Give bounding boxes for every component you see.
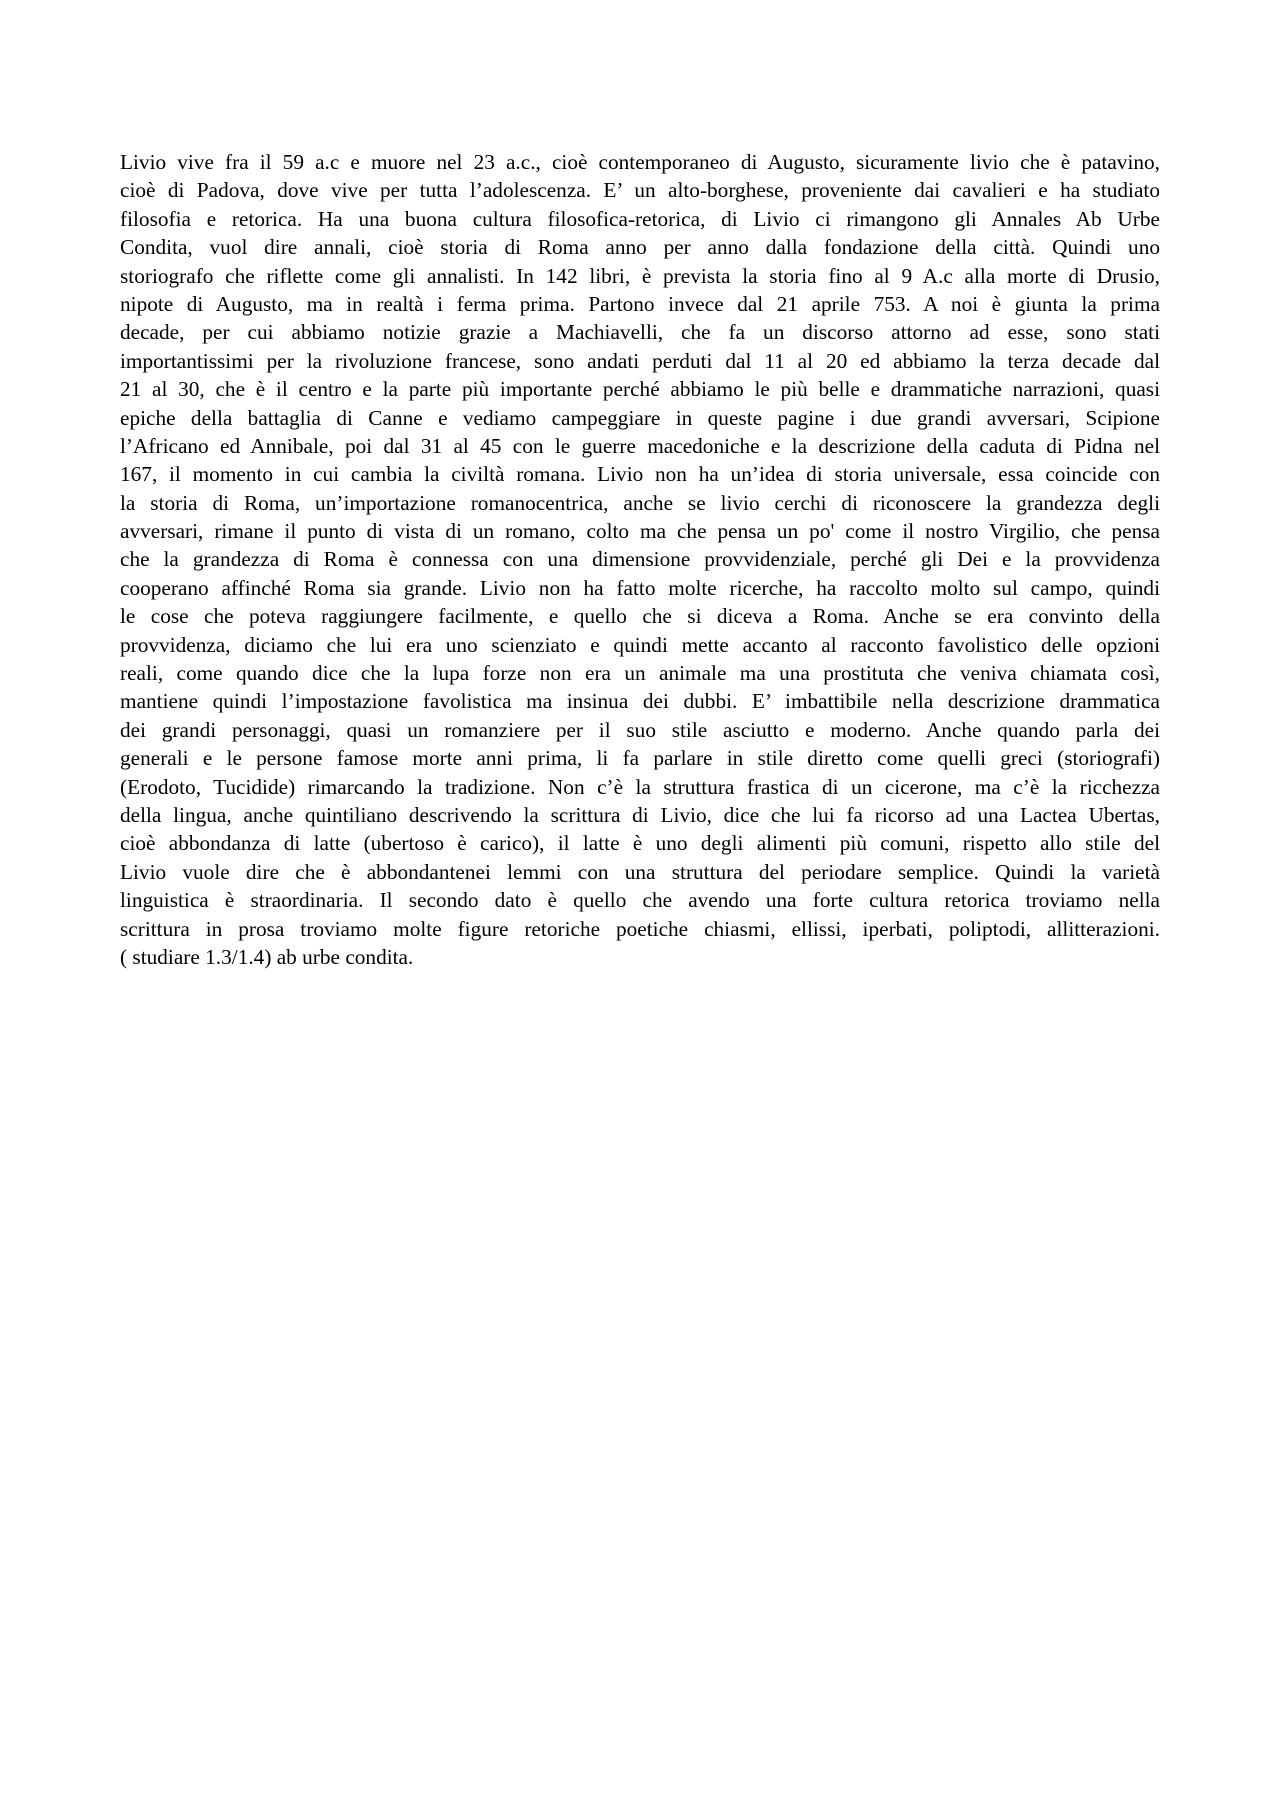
paragraph-line: decade, per cui abbiamo notizie grazie a Machiavelli, che fa un discorso attorno ad esse, sono stati <box>120 320 1160 345</box>
paragraph-line: linguistica è straordinaria. Il secondo dato è quello che avendo una forte cultura retorica troviamo nella <box>120 888 1160 913</box>
paragraph-line: avversari, rimane il punto di vista di un romano, colto ma che pensa un po' come il nostro Virgilio, che pensa <box>120 519 1160 544</box>
paragraph-line: generali e le persone famose morte anni prima, li fa parlare in stile diretto come quelli greci (storiografi) <box>120 746 1160 771</box>
paragraph-line: mantiene quindi l’impostazione favolistica ma insinua dei dubbi. E’ imbattibile nella descrizione drammatica <box>120 689 1160 714</box>
paragraph-line: filosofia e retorica. Ha una buona cultura filosofica-retorica, di Livio ci rimangono gli Annales Ab Urbe <box>120 206 1160 231</box>
paragraph-line: Condita, vuol dire annali, cioè storia di Roma anno per anno dalla fondazione della città. Quindi uno <box>120 235 1160 260</box>
paragraph-line: l’Africano ed Annibale, poi dal 31 al 45 con le guerre macedoniche e la descrizione della caduta di Pidna nel <box>120 433 1160 458</box>
paragraph-line: cioè abbondanza di latte (ubertoso è carico), il latte è uno degli alimenti più comuni, rispetto allo stile del <box>120 831 1160 856</box>
paragraph-line: dei grandi personaggi, quasi un romanziere per il suo stile asciutto e moderno. Anche quando parla dei <box>120 717 1160 742</box>
paragraph-line: importantissimi per la rivoluzione francese, sono andati perduti dal 11 al 20 ed abbiamo la terza decade dal <box>120 348 1160 373</box>
paragraph-line: scrittura in prosa troviamo molte figure retoriche poetiche chiasmi, ellissi, iperbati, poliptodi, allitterazioni. <box>120 916 1160 941</box>
paragraph-line: la storia di Roma, un’importazione romanocentrica, anche se livio cerchi di riconoscere la grandezza degli <box>120 490 1160 515</box>
paragraph-line: Livio vuole dire che è abbondantenei lemmi con una struttura del periodare semplice. Quindi la varietà <box>120 859 1160 884</box>
paragraph-line: che la grandezza di Roma è connessa con una dimensione provvidenziale, perché gli Dei e la provvidenza <box>120 547 1160 572</box>
paragraph-line: provvidenza, diciamo che lui era uno scienziato e quindi mette accanto al racconto favolistico delle opzioni <box>120 632 1160 657</box>
paragraph-line: cooperano affinché Roma sia grande. Livio non ha fatto molte ricerche, ha raccolto molto sul campo, quindi <box>120 575 1160 600</box>
paragraph-line: 21 al 30, che è il centro e la parte più importante perché abbiamo le più belle e drammatiche narrazioni, quasi <box>120 377 1160 402</box>
paragraph-line: ( studiare 1.3/1.4) ab urbe condita. <box>120 944 414 969</box>
paragraph-line: 167, il momento in cui cambia la civiltà romana. Livio non ha un’idea di storia universale, essa coincide con <box>120 462 1160 487</box>
body-paragraph <box>120 148 1160 971</box>
paragraph-line: storiografo che riflette come gli annalisti. In 142 libri, è prevista la storia fino al 9 A.c alla morte di Drusio, <box>120 263 1160 288</box>
paragraph-line: epiche della battaglia di Canne e vediamo campeggiare in queste pagine i due grandi avversari, Scipione <box>120 405 1160 430</box>
paragraph-line: (Erodoto, Tucidide) rimarcando la tradizione. Non c’è la struttura frastica di un cicerone, ma c’è la ricchezza <box>120 774 1160 799</box>
paragraph-line: della lingua, anche quintiliano descrivendo la scrittura di Livio, dice che lui fa ricorso ad una Lactea Ubertas, <box>120 802 1160 827</box>
paragraph-line: nipote di Augusto, ma in realtà i ferma prima. Partono invece dal 21 aprile 753. A noi è giunta la prima <box>120 291 1160 316</box>
paragraph-line: le cose che poteva raggiungere facilmente, e quello che si diceva a Roma. Anche se era convinto della <box>120 604 1160 629</box>
paragraph-line: Livio vive fra il 59 a.c e muore nel 23 a.c., cioè contemporaneo di Augusto, sicuramente livio che è patavino, <box>120 150 1160 174</box>
paragraph-line: cioè di Padova, dove vive per tutta l’adolescenza. E’ un alto-borghese, proveniente dai cavalieri e ha studiato <box>120 178 1160 203</box>
paragraph-line: reali, come quando dice che la lupa forze non era un animale ma una prostituta che veniva chiamata così, <box>120 661 1160 686</box>
